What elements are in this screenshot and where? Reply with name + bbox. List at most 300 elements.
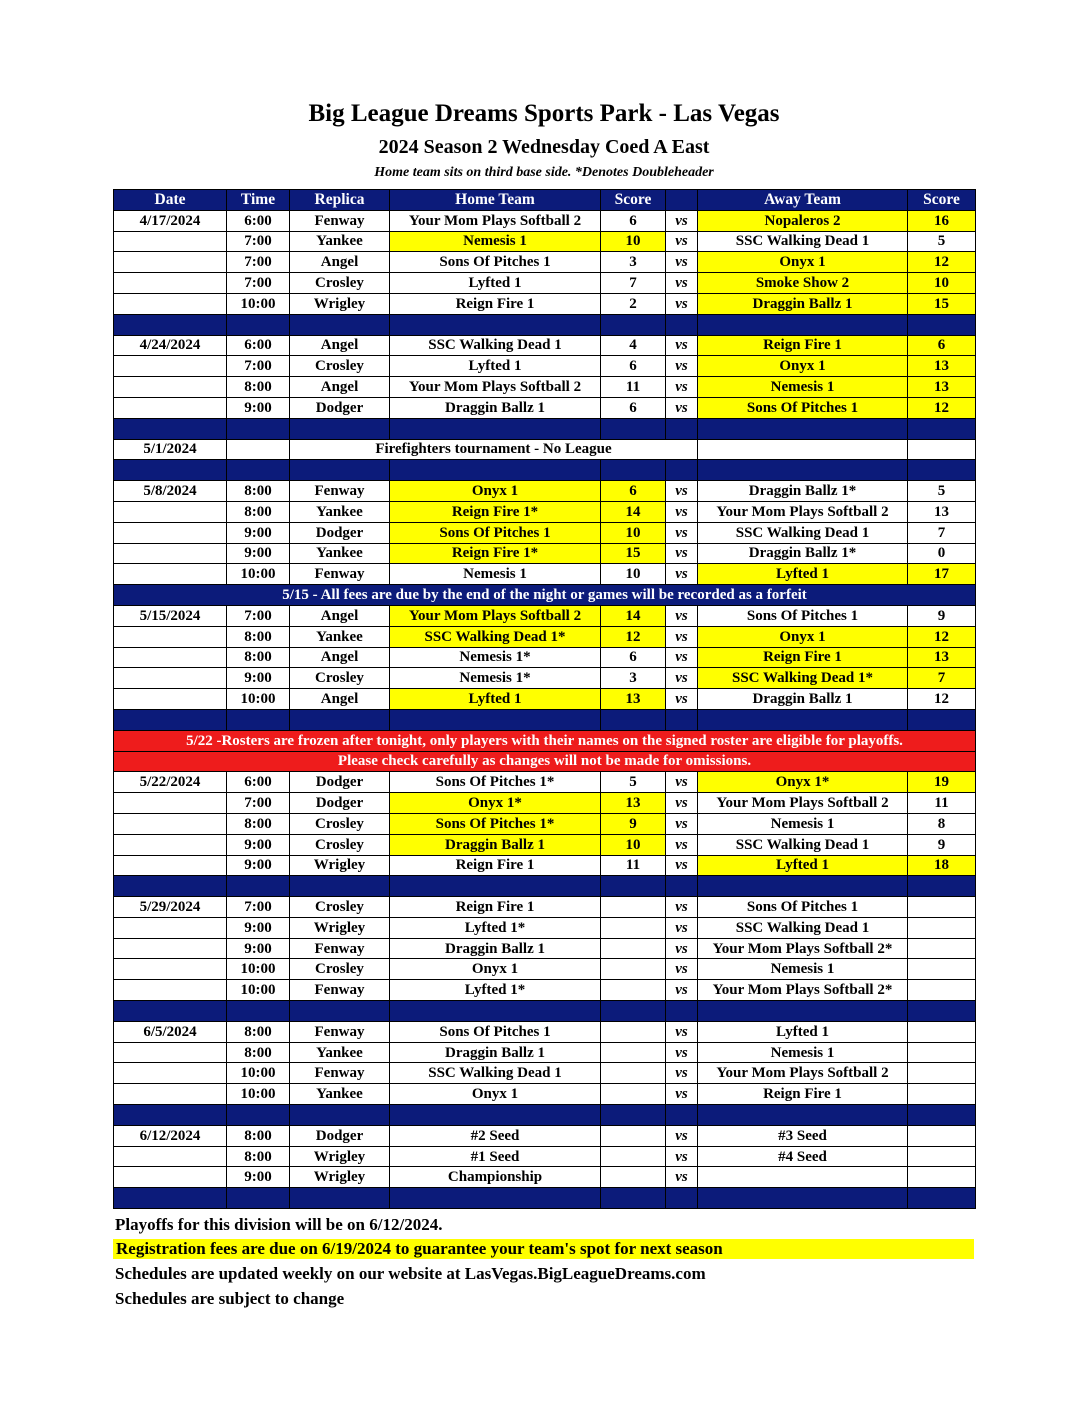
away-score [908,959,976,980]
game-time: 8:00 [227,501,290,522]
away-score [908,980,976,1001]
game-date: 5/29/2024 [114,897,227,918]
game-time: 8:00 [227,1146,290,1167]
game-time: 9:00 [227,855,290,876]
separator-cell [666,1188,698,1209]
away-score [908,897,976,918]
vs-label: vs [666,772,698,793]
col-header-replica: Replica [290,190,390,211]
vs-label: vs [666,834,698,855]
game-field: Fenway [290,980,390,1001]
vs-label: vs [666,855,698,876]
away-team: Your Mom Plays Softball 2* [698,938,908,959]
away-score: 9 [908,605,976,626]
home-team: Lyfted 1* [390,917,601,938]
vs-label: vs [666,1042,698,1063]
game-date [114,689,227,710]
separator-cell [698,709,908,730]
game-row [114,210,976,231]
home-score: 6 [601,481,666,502]
game-date [114,522,227,543]
game-field: Wrigley [290,1167,390,1188]
away-score: 19 [908,772,976,793]
separator-cell [601,460,666,481]
game-date [114,543,227,564]
away-score: 11 [908,793,976,814]
game-date [114,813,227,834]
game-date [114,397,227,418]
away-team: #4 Seed [698,1146,908,1167]
away-score: 13 [908,356,976,377]
away-team: Lyfted 1 [698,855,908,876]
footer-playoffs: Playoffs for this division will be on 6/12/2024. [115,1215,443,1234]
away-score: 13 [908,501,976,522]
away-score [908,1021,976,1042]
game-date [114,938,227,959]
vs-label: vs [666,1063,698,1084]
game-field: Dodger [290,522,390,543]
separator-row [114,460,976,481]
home-score: 14 [601,501,666,522]
game-date [114,252,227,273]
game-row [114,813,976,834]
game-row [114,231,976,252]
game-row [114,772,976,793]
game-date [114,293,227,314]
game-date [114,377,227,398]
away-team: Onyx 1 [698,252,908,273]
away-score: 13 [908,647,976,668]
separator-cell [290,418,390,439]
separator-cell [290,1188,390,1209]
game-field: Yankee [290,626,390,647]
away-team: Sons Of Pitches 1 [698,897,908,918]
footer-website: Schedules are updated weekly on our website at LasVegas.BigLeagueDreams.com [115,1264,706,1283]
separator-cell [698,1001,908,1022]
separator-cell [114,460,227,481]
footer-subject: Schedules are subject to change [115,1289,345,1308]
game-row [114,522,976,543]
away-score: 5 [908,231,976,252]
away-score [908,1084,976,1105]
vs-label: vs [666,793,698,814]
game-row [114,481,976,502]
game-field: Fenway [290,564,390,585]
separator-cell [698,460,908,481]
game-row [114,397,976,418]
away-team: Onyx 1 [698,626,908,647]
home-score: 12 [601,626,666,647]
game-date [114,1042,227,1063]
home-score [601,1084,666,1105]
home-score: 13 [601,793,666,814]
game-field: Wrigley [290,1146,390,1167]
game-field: Wrigley [290,855,390,876]
col-header-date: Date [114,190,227,211]
home-team: Sons Of Pitches 1 [390,522,601,543]
game-row [114,897,976,918]
home-score: 2 [601,293,666,314]
home-team: SSC Walking Dead 1* [390,626,601,647]
away-team: Reign Fire 1 [698,335,908,356]
game-time: 10:00 [227,564,290,585]
game-time: 6:00 [227,772,290,793]
away-score: 0 [908,543,976,564]
event-blank [908,439,976,460]
away-team: Onyx 1* [698,772,908,793]
game-row [114,917,976,938]
game-time: 8:00 [227,377,290,398]
away-team: Nemesis 1 [698,1042,908,1063]
away-score: 18 [908,855,976,876]
separator-cell [698,876,908,897]
separator-cell [601,1105,666,1126]
game-row [114,834,976,855]
vs-label: vs [666,689,698,710]
game-date [114,834,227,855]
home-team: Championship [390,1167,601,1188]
game-field: Yankee [290,501,390,522]
game-time: 10:00 [227,1084,290,1105]
separator-cell [698,314,908,335]
vs-label: vs [666,647,698,668]
game-field: Crosley [290,897,390,918]
game-field: Crosley [290,356,390,377]
separator-cell [390,460,601,481]
alert-text: Please check carefully as changes will not be made for omissions. [114,751,976,772]
home-score [601,1125,666,1146]
footer-registration: Registration fees are due on 6/19/2024 to guarantee your team's spot for next season [113,1239,974,1259]
home-score: 9 [601,813,666,834]
away-score: 6 [908,335,976,356]
home-team: #2 Seed [390,1125,601,1146]
away-team: Reign Fire 1 [698,1084,908,1105]
game-field: Fenway [290,1021,390,1042]
away-score [908,1063,976,1084]
vs-label: vs [666,481,698,502]
separator-cell [227,1105,290,1126]
separator-cell [114,418,227,439]
away-team: #3 Seed [698,1125,908,1146]
game-field: Wrigley [290,293,390,314]
home-team: Draggin Ballz 1 [390,1042,601,1063]
game-row [114,356,976,377]
col-header-away-score: Score [908,190,976,211]
separator-cell [601,418,666,439]
vs-label: vs [666,356,698,377]
game-time: 7:00 [227,273,290,294]
home-team: Sons Of Pitches 1 [390,252,601,273]
away-score [908,1146,976,1167]
game-time: 6:00 [227,210,290,231]
game-date [114,959,227,980]
game-row [114,980,976,1001]
game-date: 5/22/2024 [114,772,227,793]
vs-label: vs [666,543,698,564]
game-field: Crosley [290,273,390,294]
game-row [114,293,976,314]
vs-label: vs [666,522,698,543]
game-row [114,793,976,814]
col-header-away-team: Away Team [698,190,908,211]
game-date [114,855,227,876]
game-row [114,273,976,294]
home-score: 6 [601,210,666,231]
game-date [114,501,227,522]
home-team: Draggin Ballz 1 [390,397,601,418]
game-time: 7:00 [227,793,290,814]
away-score [908,1042,976,1063]
home-team: Lyfted 1* [390,980,601,1001]
game-date [114,626,227,647]
separator-cell [227,418,290,439]
game-row [114,252,976,273]
away-team: Lyfted 1 [698,564,908,585]
separator-cell [390,876,601,897]
separator-cell [390,1105,601,1126]
separator-cell [666,1001,698,1022]
away-team: Onyx 1 [698,356,908,377]
schedule-body [114,210,976,1208]
vs-label: vs [666,980,698,1001]
game-date [114,793,227,814]
separator-cell [290,460,390,481]
home-score [601,1021,666,1042]
table-header-row [114,190,976,211]
away-team [698,1167,908,1188]
alert-row [114,730,976,751]
game-time: 9:00 [227,1167,290,1188]
away-score: 12 [908,689,976,710]
game-field: Crosley [290,959,390,980]
game-field: Fenway [290,938,390,959]
event-text: Firefighters tournament - No League [290,439,698,460]
home-score [601,980,666,1001]
game-row [114,626,976,647]
separator-cell [227,1001,290,1022]
away-score: 16 [908,210,976,231]
home-team: Lyfted 1 [390,273,601,294]
home-team: Sons Of Pitches 1* [390,813,601,834]
event-row [114,439,976,460]
home-team: SSC Walking Dead 1 [390,335,601,356]
home-team: Lyfted 1 [390,356,601,377]
vs-label: vs [666,501,698,522]
event-blank [698,439,908,460]
separator-cell [114,1105,227,1126]
vs-label: vs [666,335,698,356]
home-team: Onyx 1 [390,1084,601,1105]
away-team: Draggin Ballz 1* [698,481,908,502]
home-score: 6 [601,356,666,377]
vs-label: vs [666,1125,698,1146]
game-time: 8:00 [227,1021,290,1042]
home-team: Your Mom Plays Softball 2 [390,377,601,398]
game-time: 9:00 [227,938,290,959]
home-score [601,1063,666,1084]
vs-label: vs [666,564,698,585]
away-score: 12 [908,397,976,418]
vs-label: vs [666,959,698,980]
col-header-home-team: Home Team [390,190,601,211]
vs-label: vs [666,273,698,294]
game-field: Dodger [290,1125,390,1146]
game-row [114,564,976,585]
game-row [114,689,976,710]
game-time: 10:00 [227,293,290,314]
away-team: SSC Walking Dead 1* [698,668,908,689]
home-team: #1 Seed [390,1146,601,1167]
separator-cell [227,460,290,481]
home-team: Reign Fire 1 [390,897,601,918]
separator-cell [666,1105,698,1126]
game-row [114,377,976,398]
home-score [601,917,666,938]
game-time: 7:00 [227,897,290,918]
separator-cell [601,709,666,730]
game-time: 9:00 [227,917,290,938]
home-team: Nemesis 1 [390,231,601,252]
game-date [114,917,227,938]
game-field: Fenway [290,1063,390,1084]
game-time: 8:00 [227,647,290,668]
separator-cell [666,709,698,730]
away-score: 10 [908,273,976,294]
separator-cell [908,1188,976,1209]
away-team: Nemesis 1 [698,813,908,834]
away-score: 12 [908,252,976,273]
game-time: 8:00 [227,813,290,834]
home-score: 10 [601,834,666,855]
separator-cell [114,1188,227,1209]
away-score [908,917,976,938]
game-time: 7:00 [227,231,290,252]
separator-cell [666,460,698,481]
home-score: 10 [601,564,666,585]
home-score: 3 [601,252,666,273]
separator-cell [290,709,390,730]
separator-cell [908,314,976,335]
away-score [908,1167,976,1188]
separator-cell [290,1001,390,1022]
game-row [114,335,976,356]
vs-label: vs [666,231,698,252]
separator-cell [390,709,601,730]
game-row [114,938,976,959]
home-team: Reign Fire 1* [390,543,601,564]
away-team: SSC Walking Dead 1 [698,522,908,543]
separator-cell [698,1105,908,1126]
home-score: 11 [601,377,666,398]
away-team: Your Mom Plays Softball 2 [698,501,908,522]
vs-label: vs [666,626,698,647]
game-row [114,1125,976,1146]
col-header-home-score: Score [601,190,666,211]
away-team: Sons Of Pitches 1 [698,605,908,626]
away-team: Draggin Ballz 1 [698,689,908,710]
game-field: Angel [290,335,390,356]
separator-cell [390,1001,601,1022]
away-team: Lyfted 1 [698,1021,908,1042]
game-time: 8:00 [227,626,290,647]
home-team: Reign Fire 1 [390,293,601,314]
away-team: SSC Walking Dead 1 [698,231,908,252]
vs-label: vs [666,917,698,938]
home-score: 7 [601,273,666,294]
event-blank [227,439,290,460]
vs-label: vs [666,938,698,959]
home-team: SSC Walking Dead 1 [390,1063,601,1084]
game-date: 4/24/2024 [114,335,227,356]
schedule-table [113,189,976,1209]
separator-cell [601,876,666,897]
home-team: Sons Of Pitches 1* [390,772,601,793]
game-date: 5/8/2024 [114,481,227,502]
game-row [114,668,976,689]
separator-cell [601,314,666,335]
game-row [114,855,976,876]
separator-cell [908,709,976,730]
game-date [114,1167,227,1188]
game-row [114,1021,976,1042]
vs-label: vs [666,813,698,834]
home-team: Nemesis 1* [390,668,601,689]
game-time: 10:00 [227,1063,290,1084]
away-score: 8 [908,813,976,834]
home-score: 14 [601,605,666,626]
away-team: Reign Fire 1 [698,647,908,668]
game-date [114,1146,227,1167]
game-time: 7:00 [227,252,290,273]
away-team: Draggin Ballz 1 [698,293,908,314]
game-row [114,1063,976,1084]
separator-cell [666,314,698,335]
game-time: 8:00 [227,1042,290,1063]
game-time: 8:00 [227,481,290,502]
vs-label: vs [666,1167,698,1188]
away-score: 5 [908,481,976,502]
game-date [114,564,227,585]
game-time: 7:00 [227,356,290,377]
vs-label: vs [666,897,698,918]
game-row [114,605,976,626]
away-score: 12 [908,626,976,647]
home-team: Sons Of Pitches 1 [390,1021,601,1042]
separator-cell [114,314,227,335]
page-title: Big League Dreams Sports Park - Las Vegas [308,100,780,127]
home-score [601,897,666,918]
vs-label: vs [666,397,698,418]
game-time: 9:00 [227,543,290,564]
home-score [601,938,666,959]
separator-cell [601,1001,666,1022]
separator-cell [390,1188,601,1209]
game-field: Wrigley [290,917,390,938]
away-team: Nemesis 1 [698,377,908,398]
separator-cell [698,1188,908,1209]
away-score: 7 [908,668,976,689]
vs-label: vs [666,252,698,273]
game-time: 10:00 [227,689,290,710]
separator-cell [227,314,290,335]
separator-cell [290,876,390,897]
alert-row [114,751,976,772]
away-team: SSC Walking Dead 1 [698,834,908,855]
game-field: Crosley [290,834,390,855]
away-team: Your Mom Plays Softball 2 [698,793,908,814]
vs-label: vs [666,377,698,398]
home-team: Your Mom Plays Softball 2 [390,605,601,626]
